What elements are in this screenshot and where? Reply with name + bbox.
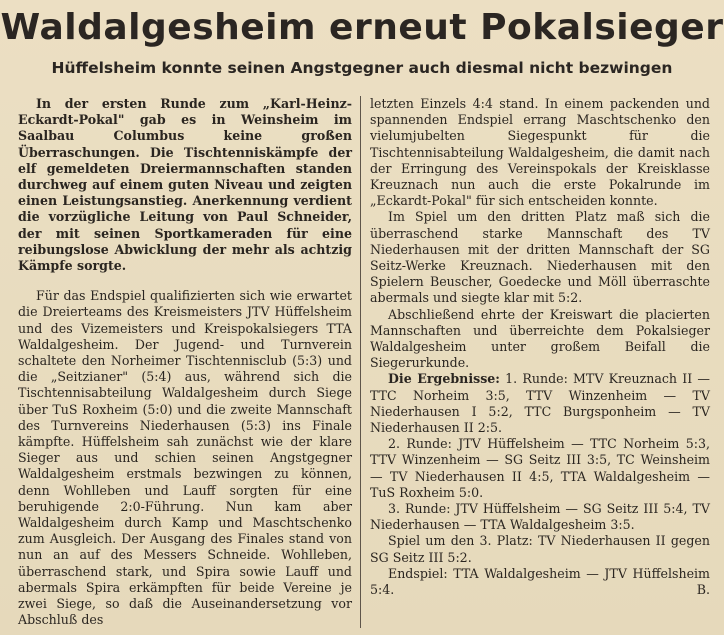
results-label: Die Ergebnisse: (388, 371, 500, 387)
results-third-place: Spiel um den 3. Platz: TV Niederhausen II gegen SG Seitz III 5:2. (370, 533, 710, 565)
body-paragraph: Im Spiel um den dritten Platz maß sich die überraschend starke Mannschaft des TV Niederhausen mit der dritten Mannschaft der SG Seitz-Werke Kreuznach. Niederhausen mit den Spielern Beuscher, Goedecke und Möll überraschte abermals und siegte klar mit 5:2. (370, 209, 710, 306)
body-paragraph: Für das Endspiel qualifizierten sich wie erwartet die Dreierteams des Kreismeisters JTV Hüffelsheim und des Vizemeisters und Kreispokalsiegers TTA Waldalgesheim. Der Jugend- und Turnverein schaltete den Norheimer Tischtennisclub (5:3) und die „Seitzianer" (5:4) aus, während sich die Tischtennisabteilung Waldalgesheim durch Siege über TuS Roxheim (5:0) und die zweite Mannschaft des Turnvereins Niederhausen (5:3) ins Finale kämpfte. Hüffelsheim sah zunächst wie der klare Sieger aus und schien seinen Angstgegner Waldalgesheim erstmals bezwingen zu können, denn Wohlleben und Lauff sorgten für eine beruhigende 2:0-Führung. Nun kam aber Waldalgesheim durch Kamp und Maschtschenko zum Ausgleich. Der Ausgang des Finales stand von nun an auf des Messers Schneide. Wohlleben, überraschend stark, und Spira sowie Lauff und abermals Spira erkämpften für beide Vereine je zwei Siege, so daß die Auseinandersetzung vor Abschluß des (18, 288, 352, 628)
subheadline: Hüffelsheim konnte seinen Angstgegner auch diesmal nicht bezwingen (51, 59, 673, 77)
results-final-text: Endspiel: TTA Waldalgesheim — JTV Hüffelsheim 5:4. (370, 565, 710, 598)
column-divider (360, 96, 361, 628)
lead-paragraph: In der ersten Runde zum „Karl-Heinz-Eckardt-Pokal" gab es in Weinsheim im Saalbau Columbus keine großen Überraschungen. Die Tischtenniskämpfe der elf gemeldeten Dreiermannschaften standen durchweg auf einem guten Niveau und zeigten einen Leistungsanstieg. Anerkennung verdient die vorzügliche Leitung von Paul Schneider, der mit seinen Sportkameraden für eine reibungslose Abwicklung der mehr als achtzig Kämpfe sorgte. (18, 96, 352, 274)
results-round-3: 3. Runde: JTV Hüffelsheim — SG Seitz III 5:4, TV Niederhausen — TTA Waldalgesheim 3:5. (370, 501, 710, 533)
author-signature: B. (696, 582, 710, 598)
body-paragraph: Abschließend ehrte der Kreiswart die placierten Mannschaften und überreichte dem Pokalsieger Waldalgesheim unter großem Beifall die Siegerurkunde. (370, 306, 710, 371)
results-paragraph (370, 371, 710, 436)
right-column (370, 96, 710, 598)
results-final (370, 566, 710, 598)
results-round-2: 2. Runde: JTV Hüffelsheim — TTC Norheim 5:3, TTV Winzenheim — SG Seitz III 3:5, TC Weinsheim — TV Niederhausen II 4:5, TTA Waldalgesheim — TuS Roxheim 5:0. (370, 436, 710, 500)
left-column (18, 96, 352, 629)
headline: Waldalgesheim erneut Pokalsieger (0, 7, 724, 48)
results-round-1: 1. Runde: MTV Kreuznach II — TTC Norheim 3:5, TTV Winzenheim — TV Niederhausen I 5:2, TTC Burgsponheim — TV Niederhausen II 2:5. (370, 371, 710, 436)
body-paragraph-continued: letzten Einzels 4:4 stand. In einem packenden und spannenden Endspiel errang Maschtschenko den vielumjubelten Siegespunkt für die Tischtennisabteilung Waldalgesheim, die damit nach der Erringung des Vereinspokals der Kreisklasse Kreuznach nun auch die erste Pokalrunde im „Eckardt-Pokal" für sich entscheiden konnte. (370, 96, 710, 209)
